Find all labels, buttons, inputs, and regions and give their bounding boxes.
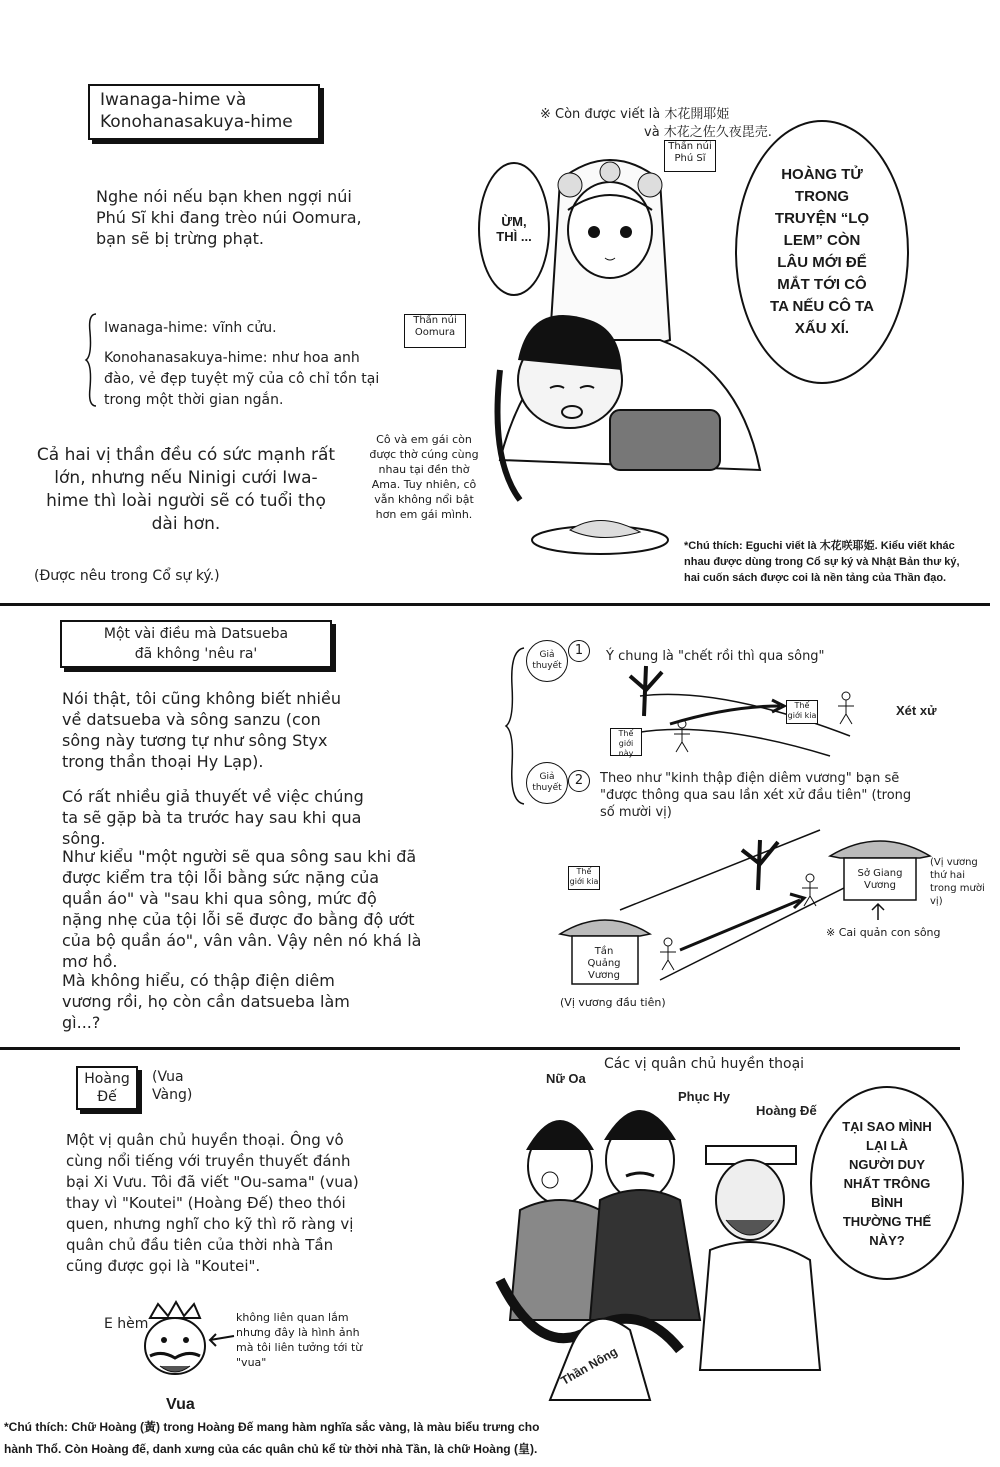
section1-source: (Được nêu trong Cổ sự ký.) <box>34 568 220 584</box>
label-hoangde: Hoàng Đế <box>756 1103 817 1118</box>
hypothesis-1-number <box>568 640 590 662</box>
section2-title-line2: đã không 'nêu ra' <box>134 646 258 662</box>
tag-fuji <box>664 140 716 172</box>
hypothesis-1-badge <box>526 640 568 682</box>
section2-para1: Nói thật, tôi cũng không biết nhiều về datsueba và sông sanzu (con sông này tương tự như sông Styx trong thần thoại Hy Lạp). <box>62 689 341 771</box>
section3-footnote-line1: *Chú thích: Chữ Hoàng (黃) trong Hoàng Đế mang hàm nghĩa sắc vàng, là màu biểu trưng cho <box>4 1420 540 1434</box>
def-iwanaga: Iwanaga-hime: vĩnh cửu. <box>104 320 277 336</box>
king-caption: Vua <box>166 1396 195 1413</box>
hypothesis-2-text: Theo như "kinh thập điện diêm vương" bạn sẽ "được thông qua sau lần xét xử đầu tiên" (trong số mười vị) <box>600 771 912 820</box>
section1-title-box <box>88 84 320 140</box>
section3-footnote-line2: hành Thổ. Còn Hoàng đế, danh xưng của các quân chủ kể từ thời nhà Tần, là chữ Hoàng (皇). <box>4 1442 538 1456</box>
section1-title-line2: Konohanasakuya-hime <box>100 112 293 132</box>
label-phucuhy: Phục Hy <box>678 1089 731 1104</box>
speech-bubble-hoangde <box>810 1086 964 1280</box>
king2-label: Sở Giang Vương <box>857 868 903 891</box>
ahem-label: E hèm <box>104 1316 149 1332</box>
hypothesis-2-badge <box>526 762 568 804</box>
speech-bubble-prince <box>735 120 909 384</box>
other-world-text-2: Thế giới kia <box>569 867 599 886</box>
section1-intro: Nghe nói nếu bạn khen ngợi núi Phú Sĩ khi đang trèo núi Oomura, bạn sẽ bị trừng phạt. <box>96 187 362 248</box>
section3-title-box <box>76 1066 138 1110</box>
hypothesis-2-label: Giả thuyết <box>532 772 562 793</box>
section2-title-box <box>60 620 332 668</box>
king2-caption: (Vị vương thứ hai trong mười vị) <box>930 857 985 907</box>
section3-title: Hoàng Đế <box>84 1071 130 1105</box>
section1-title-line1: Iwanaga-hime và <box>100 90 247 110</box>
other-world-sign-2 <box>568 866 600 890</box>
speech-umm-text: ỪM, THÌ ... <box>496 214 532 244</box>
def-konohana: Konohanasakuya-hime: như hoa anh đào, vẻ đẹp tuyệt mỹ của cô chỉ tồn tại trong một thời gian ngắn. <box>104 350 380 408</box>
section-divider-1 <box>0 603 990 606</box>
sisters-note: Cô và em gái còn được thờ cúng cùng nhau tại đền thờ Ama. Tuy nhiên, cô vẫn không nổi bật hơn em gái mình. <box>369 433 479 521</box>
hypothesis-1-num: 1 <box>574 643 584 658</box>
judgement-label: Xét xử <box>896 703 937 718</box>
this-world-sign <box>610 728 642 756</box>
section1-strength: Cả hai vị thần đều có sức mạnh rất lớn, nhưng nếu Ninigi cưới Iwa-hime thì loài người sẽ có tuổi thọ dài hơn. <box>36 445 336 534</box>
king1-caption: (Vị vương đầu tiên) <box>560 996 666 1009</box>
label-nuoa: Nữ Oa <box>546 1071 586 1086</box>
river-keeper-label: ※ Cai quản con sông <box>826 926 941 939</box>
rulers-title: Các vị quân chủ huyền thoại <box>604 1056 805 1072</box>
section-divider-2 <box>0 1047 960 1050</box>
hypothesis-2-number <box>568 770 590 792</box>
section2-para3: Như kiểu "một người sẽ qua sông sau khi đã được kiểm tra tội lỗi bằng sức nặng của quần áo" và "sau khi qua sông, mức độ nặng nhẹ của tội lỗi sẽ được đo bằng độ ướt của bộ quần áo", vân vân. Vậy nên nó khá là mơ hồ. <box>62 847 422 971</box>
hypothesis-1-text: Ý chung là "chết rồi thì qua sông" <box>606 649 825 664</box>
section3-title-note: (Vua Vàng) <box>152 1069 193 1103</box>
section2-para4: Mà không hiểu, có thập điện diêm vương rồi, họ còn cần datsueba làm gì...? <box>62 971 350 1032</box>
hypothesis-brace <box>506 646 526 806</box>
king-note-arrow <box>206 1330 236 1350</box>
other-world-sign-1 <box>786 700 818 724</box>
legendary-rulers-illustration <box>500 1100 820 1400</box>
definition-brace <box>86 312 98 408</box>
king1-label: Tần Quảng Vương <box>587 946 621 981</box>
section1-footnote: *Chú thích: Eguchi viết là 木花咲耶姫. Kiểu viết khác nhau được dùng trong Cổ sự ký và Nhật Bản thư ký, hai cuốn sách được coi là nền tảng của Thần đạo. <box>684 540 960 584</box>
other-world-text-1: Thế giới kia <box>787 701 817 720</box>
hypothesis-2-num: 2 <box>574 773 584 788</box>
also-written-line2: và 木花之佐久夜毘売. <box>644 125 772 140</box>
speech-prince-text: HOÀNG TỬ TRONG TRUYỆN “LỌ LEM” CÒN LÂU MỚI ĐỂ MẮT TỚI CÔ TA NẾU CÔ TA XẤU XÍ. <box>770 166 874 337</box>
section3-para: Một vị quân chủ huyền thoại. Ông vô cùng nổi tiếng với truyền thuyết đánh bại Xi Vưu. Tôi đã viết "Ou-sama" (vua) thay vì "Koutei" (Hoàng Đế) theo thói quen, nhưng nghĩ cho kỹ thì rõ ràng vị quân chủ đầu tiên của thời nhà Tần cũng được gọi là "Koutei". <box>66 1131 359 1275</box>
king-note: không liên quan lắm nhưng đây là hình ảnh mà tôi liên tưởng tới từ "vua" <box>236 1311 363 1369</box>
speech-hoangde-text: TẠI SAO MÌNH LẠI LÀ NGƯỜI DUY NHẤT TRÔNG BÌNH THƯỜNG THẾ NÀY? <box>842 1118 932 1248</box>
tag-oomura-text: Thần núi Oomura <box>413 315 457 338</box>
speech-bubble-umm <box>478 162 550 296</box>
this-world-text: Thế giới này <box>618 729 634 758</box>
section2-para2: Có rất nhiều giả thuyết về việc chúng ta sẽ gặp bà ta trước hay sau khi qua sông. <box>62 787 364 848</box>
also-written-line1: ※ Còn được viết là 木花開耶姫 <box>540 107 730 122</box>
section2-title-line1: Một vài điều mà Datsueba <box>103 626 289 642</box>
hypothesis-1-label: Giả thuyết <box>532 650 562 671</box>
label-thannong: Thần Nông <box>558 1344 620 1388</box>
tag-fuji-text: Thần núi Phú Sĩ <box>668 141 712 164</box>
tag-oomura <box>404 314 466 348</box>
